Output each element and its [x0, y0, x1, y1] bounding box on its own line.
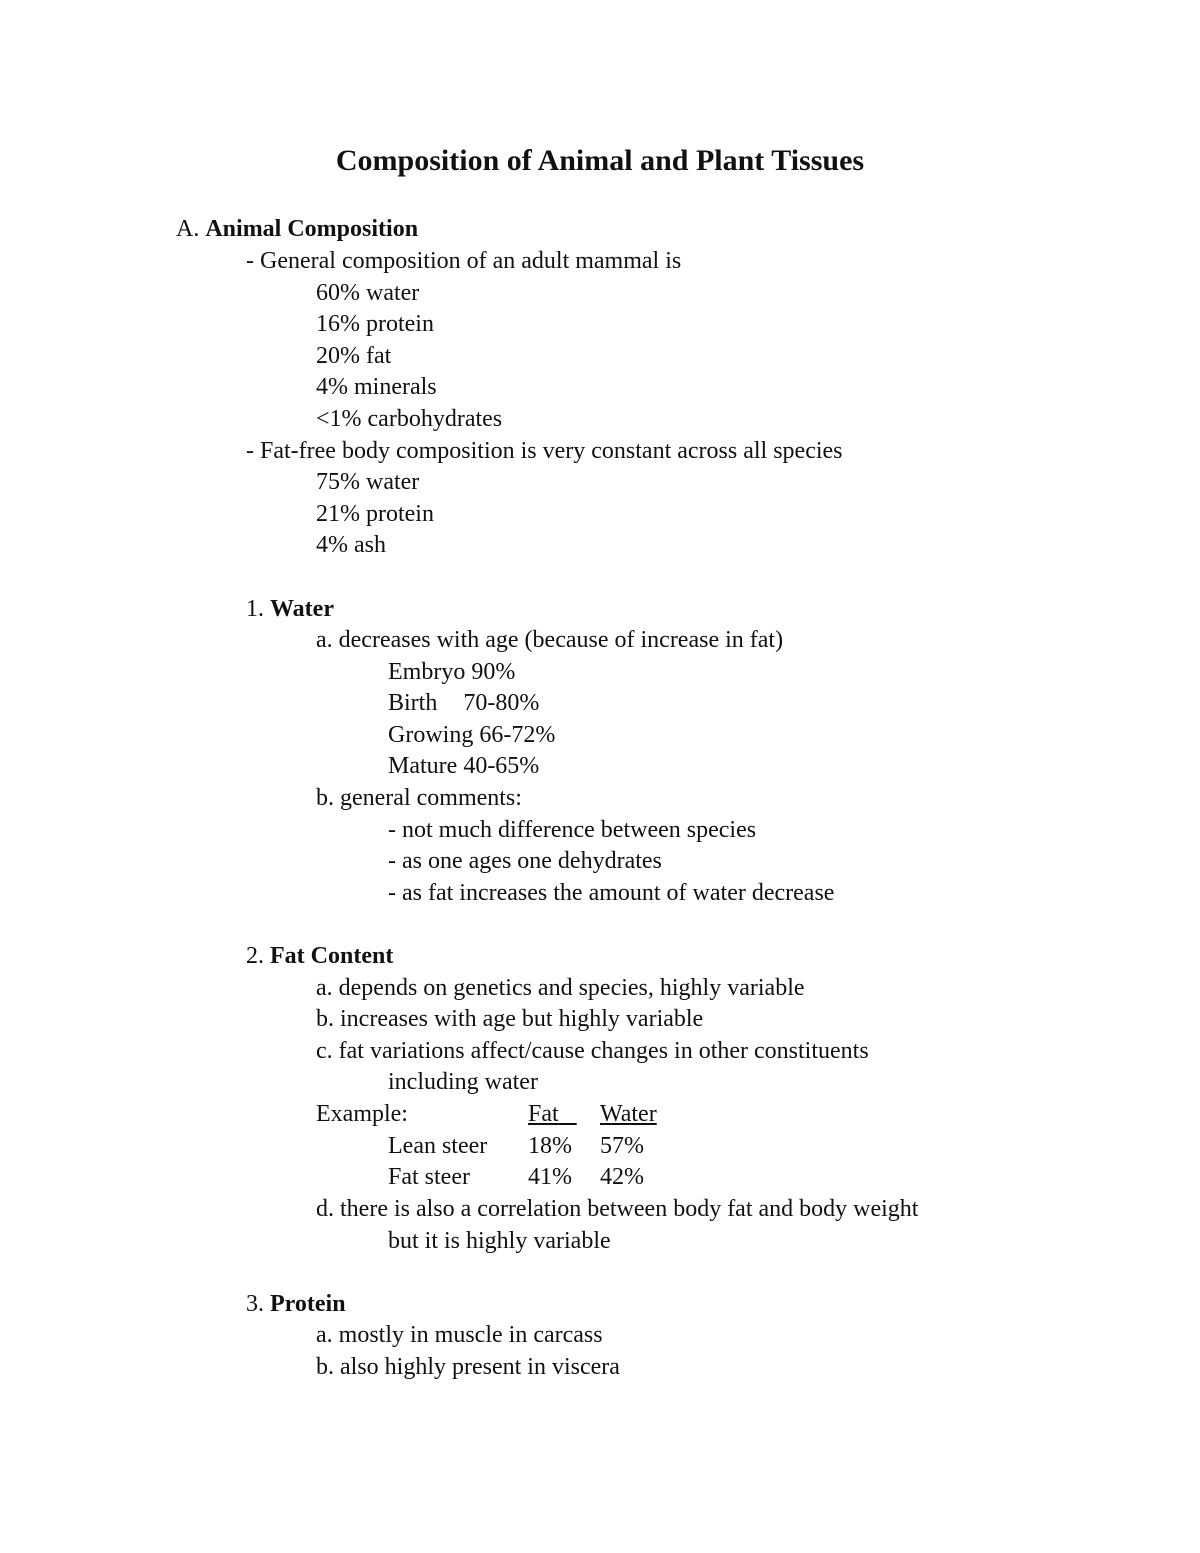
stage-value: 70-80%: [463, 690, 540, 716]
fat-point-a: a. depends on genetics and species, highly variable: [316, 975, 805, 1001]
protein-heading: [246, 1289, 346, 1319]
general-item: 60% water: [316, 280, 420, 306]
fat-free-item: 4% ash: [316, 532, 386, 558]
section-a-marker: A.: [176, 216, 200, 242]
page-title: Composition of Animal and Plant Tissues: [335, 144, 865, 177]
example-row-label: Fat steer: [388, 1164, 470, 1190]
stage-value: 66-72%: [479, 722, 556, 748]
general-composition-intro: - General composition of an adult mammal is: [246, 248, 682, 274]
example-header-fat: Fat: [528, 1101, 559, 1127]
example-label: Example:: [316, 1101, 408, 1127]
water-title: Water: [270, 596, 334, 622]
fat-title: Fat Content: [270, 943, 394, 969]
fat-free-item: 75% water: [316, 469, 420, 495]
example-row-label: Lean steer: [388, 1133, 488, 1159]
fat-heading: [246, 941, 393, 971]
water-point-b: b. general comments:: [316, 785, 522, 811]
example-row-water: 57%: [600, 1133, 644, 1159]
fat-free-intro: - Fat-free body composition is very constant across all species: [246, 438, 843, 464]
general-item: <1% carbohydrates: [316, 406, 503, 432]
example-row-water: 42%: [600, 1164, 644, 1190]
water-stage-row: [388, 751, 539, 781]
water-stage-row: [388, 657, 515, 687]
general-item: 16% protein: [316, 311, 434, 337]
example-row-fat: 18%: [528, 1133, 572, 1159]
example-row-fat: 41%: [528, 1164, 572, 1190]
protein-title: Protein: [270, 1291, 346, 1317]
stage-label: Embryo: [388, 659, 466, 685]
water-comment: - as fat increases the amount of water decrease: [388, 880, 835, 906]
water-stage-row: [388, 720, 555, 750]
section-a-heading: [176, 214, 418, 244]
stage-label: Growing: [388, 722, 474, 748]
section-a-title: Animal Composition: [205, 216, 419, 242]
fat-point-c-continued: including water: [388, 1069, 538, 1095]
water-marker: 1.: [246, 596, 264, 622]
water-heading: [246, 594, 334, 624]
protein-point-a: a. mostly in muscle in carcass: [316, 1322, 603, 1348]
protein-point-b: b. also highly present in viscera: [316, 1354, 620, 1380]
water-point-a: a. decreases with age (because of increase in fat): [316, 627, 784, 653]
fat-free-item: 21% protein: [316, 501, 434, 527]
water-stage-row: [388, 688, 539, 718]
water-comment: - as one ages one dehydrates: [388, 848, 662, 874]
stage-label: Mature: [388, 753, 458, 779]
fat-point-c: c. fat variations affect/cause changes in other constituents: [316, 1038, 869, 1064]
fat-point-b: b. increases with age but highly variable: [316, 1006, 704, 1032]
general-item: 20% fat: [316, 343, 392, 369]
general-item: 4% minerals: [316, 374, 437, 400]
stage-label: Birth: [388, 690, 438, 716]
fat-point-d: d. there is also a correlation between body fat and body weight: [316, 1196, 919, 1222]
fat-marker: 2.: [246, 943, 264, 969]
example-header-water: Water: [600, 1101, 657, 1127]
stage-value: 90%: [471, 659, 516, 685]
protein-marker: 3.: [246, 1291, 264, 1317]
water-comment: - not much difference between species: [388, 817, 757, 843]
fat-point-d-continued: but it is highly variable: [388, 1228, 611, 1254]
stage-value: 40-65%: [463, 753, 540, 779]
